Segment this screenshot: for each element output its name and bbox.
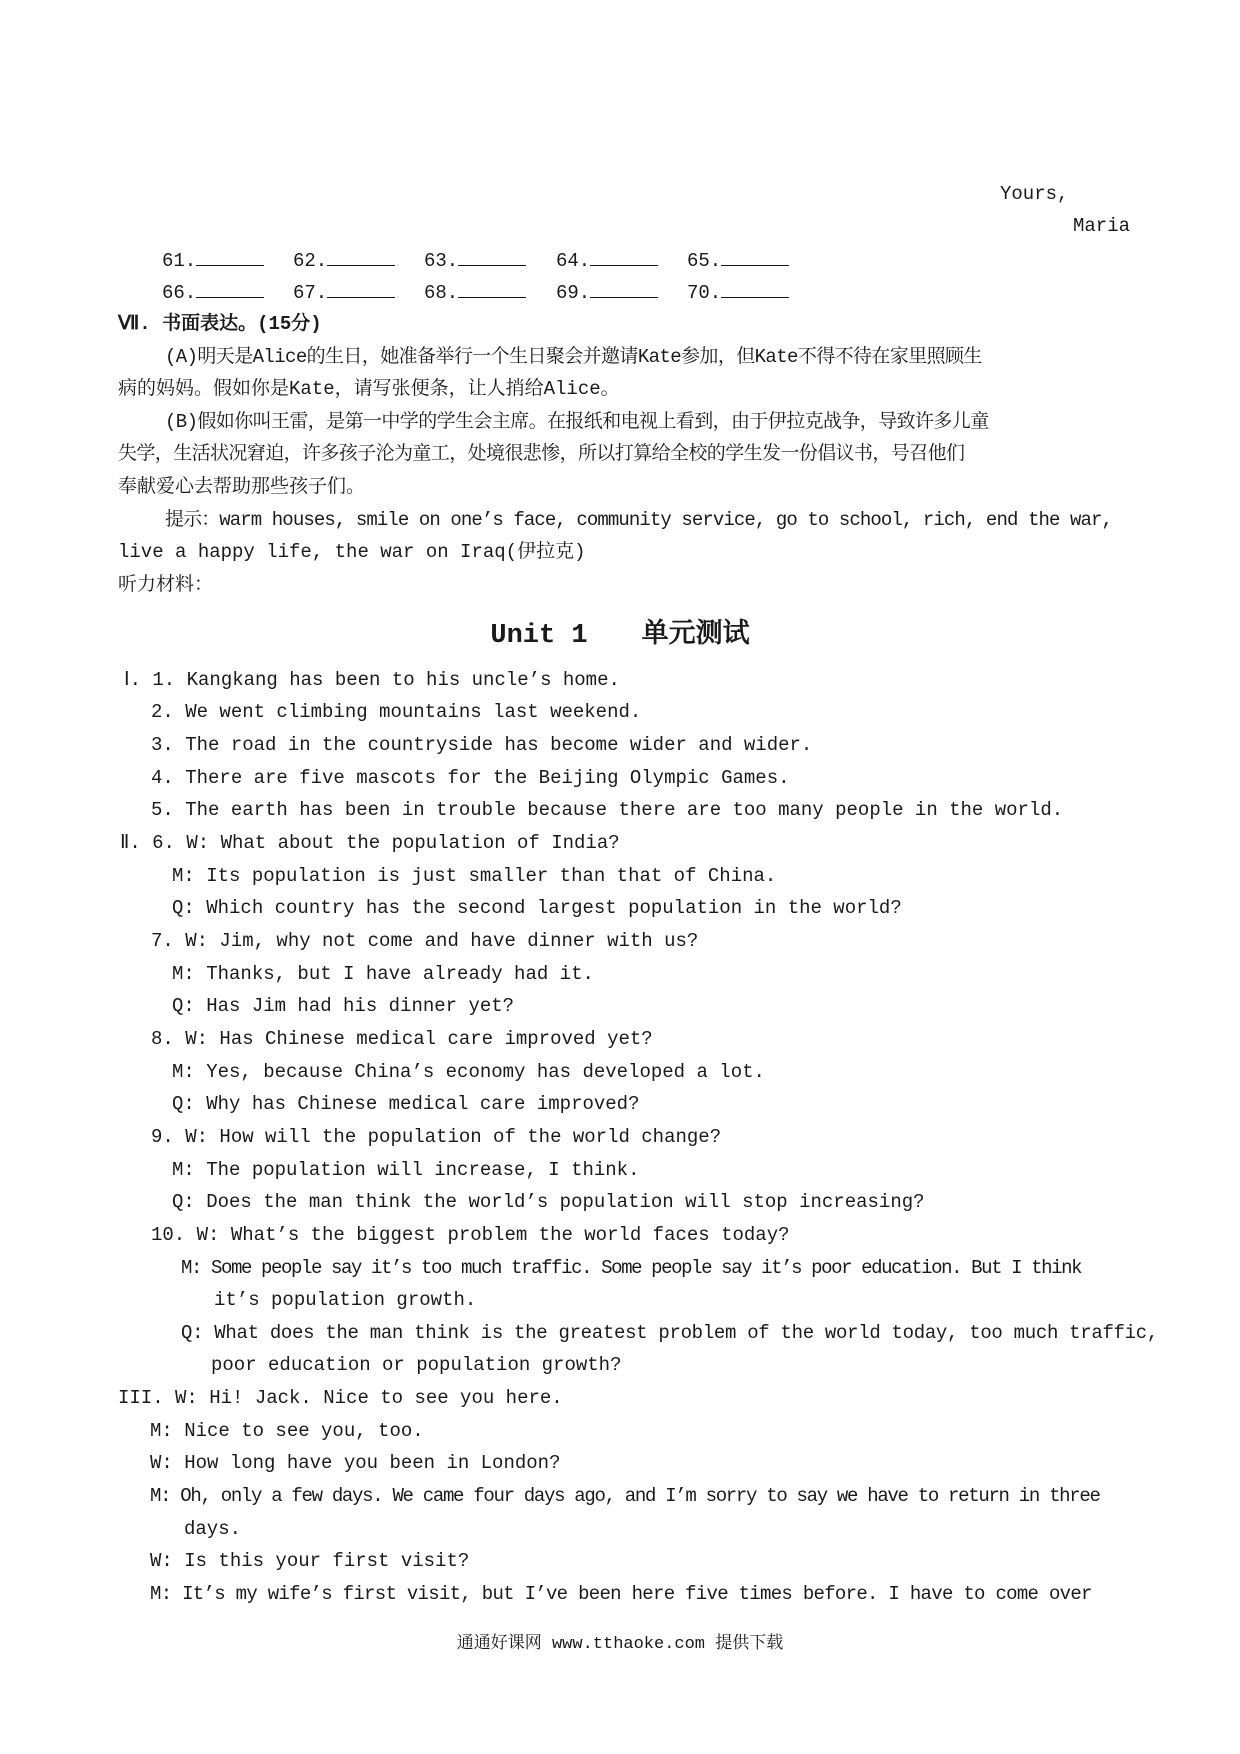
transcript-line: M: Yes, because China’s economy has developed a lot. (172, 1061, 765, 1083)
answer-blank[interactable]: 68. (424, 279, 526, 306)
answer-blank[interactable]: 66. (162, 279, 264, 306)
prompt-a-line: (A)明天是Alice的生日，她准备举行一个生日聚会并邀请Kate参加，但Kate不得不待在家里照顾生 (165, 346, 982, 368)
transcript-line: 5. The earth has been in trouble because there are too many people in the world. (151, 799, 1064, 821)
transcript-line: it’s population growth. (214, 1289, 477, 1311)
transcript-line: Q: Has Jim had his dinner yet? (172, 995, 515, 1017)
transcript-line: 8. W: Has Chinese medical care improved yet? (151, 1028, 653, 1050)
prompt-b-line: 奉献爱心去帮助那些孩子们。 (118, 476, 366, 498)
transcript-line: Q: Which country has the second largest population in the world? (172, 897, 902, 919)
transcript-line: M: It’s my wife’s first visit, but I’ve been here five times before. I have to come over (150, 1583, 1092, 1605)
section-heading: Ⅶ. 书面表达。(15分) (118, 313, 322, 335)
transcript-line: Ⅰ. 1. Kangkang has been to his uncle’s home. (124, 669, 620, 691)
transcript-line: Q: Why has Chinese medical care improved? (172, 1093, 640, 1115)
transcript-line: M: Oh, only a few days. We came four days ago, and I’m sorry to say we have to return in three (150, 1485, 1100, 1507)
prompt-a-line: 病的妈妈。假如你是Kate，请写张便条，让人捎给Alice。 (118, 378, 620, 400)
transcript-line: M: Some people say it’s too much traffic. Some people say it’s poor education. But I think (181, 1257, 1082, 1279)
closing-name: Maria (1072, 215, 1130, 237)
transcript-line: M: Thanks, but I have already had it. (172, 963, 594, 985)
hint-line: 提示：warm houses, smile on one’s face, community service, go to school, rich, end the war, (165, 509, 1112, 531)
answer-blank[interactable]: 67. (293, 279, 395, 306)
transcript-line: 3. The road in the countryside has become wider and wider. (151, 734, 813, 756)
answer-blank[interactable]: 62. (293, 247, 395, 274)
transcript-line: M: Nice to see you, too. (150, 1420, 424, 1442)
answer-blank[interactable]: 69. (556, 279, 658, 306)
answer-blank[interactable]: 64. (556, 247, 658, 274)
answer-blank[interactable]: 65. (687, 247, 789, 274)
transcript-line: Q: Does the man think the world’s population will stop increasing? (172, 1191, 925, 1213)
answer-blank[interactable]: 63. (424, 247, 526, 274)
page-footer: 通通好课网 www.tthaoke.com 提供下载 (456, 1635, 784, 1654)
answer-blank[interactable]: 61. (162, 247, 264, 274)
transcript-line: 4. There are five mascots for the Beijing Olympic Games. (151, 767, 790, 789)
transcript-line: W: How long have you been in London? (150, 1452, 561, 1474)
transcript-line: Q: What does the man think is the greatest problem of the world today, too much traffic, (181, 1322, 1158, 1344)
transcript-line: 9. W: How will the population of the world change? (151, 1126, 722, 1148)
prompt-b-line: 失学，生活状况窘迫，许多孩子沦为童工，处境很悲惨，所以打算给全校的学生发一份倡议书，号召他们 (118, 443, 965, 465)
transcript-line: days. (184, 1518, 242, 1540)
transcript-line: 2. We went climbing mountains last weekend. (151, 701, 642, 723)
closing-yours: Yours, (1000, 183, 1069, 205)
transcript-line: 10. W: What’s the biggest problem the world faces today? (151, 1224, 790, 1246)
hint-line: live a happy life, the war on Iraq(伊拉克) (118, 541, 586, 563)
transcript-line: M: Its population is just smaller than that of China. (172, 865, 777, 887)
transcript-line: 7. W: Jim, why not come and have dinner with us? (151, 930, 699, 952)
transcript-line: W: Is this your first visit? (150, 1550, 470, 1572)
transcript-line: Ⅱ. 6. W: What about the population of India? (120, 832, 620, 854)
transcript-line: M: The population will increase, I think. (172, 1159, 640, 1181)
transcript-line: III. W: Hi! Jack. Nice to see you here. (118, 1387, 563, 1409)
transcript-line: poor education or population growth? (211, 1354, 622, 1376)
prompt-b-line: (B)假如你叫王雷，是第一中学的学生会主席。在报纸和电视上看到，由于伊拉克战争，导致许多儿童 (165, 411, 989, 433)
listening-label: 听力材料： (118, 574, 214, 596)
answer-blank[interactable]: 70. (687, 279, 789, 306)
unit-title: Unit 1 单元测试 (490, 621, 750, 651)
